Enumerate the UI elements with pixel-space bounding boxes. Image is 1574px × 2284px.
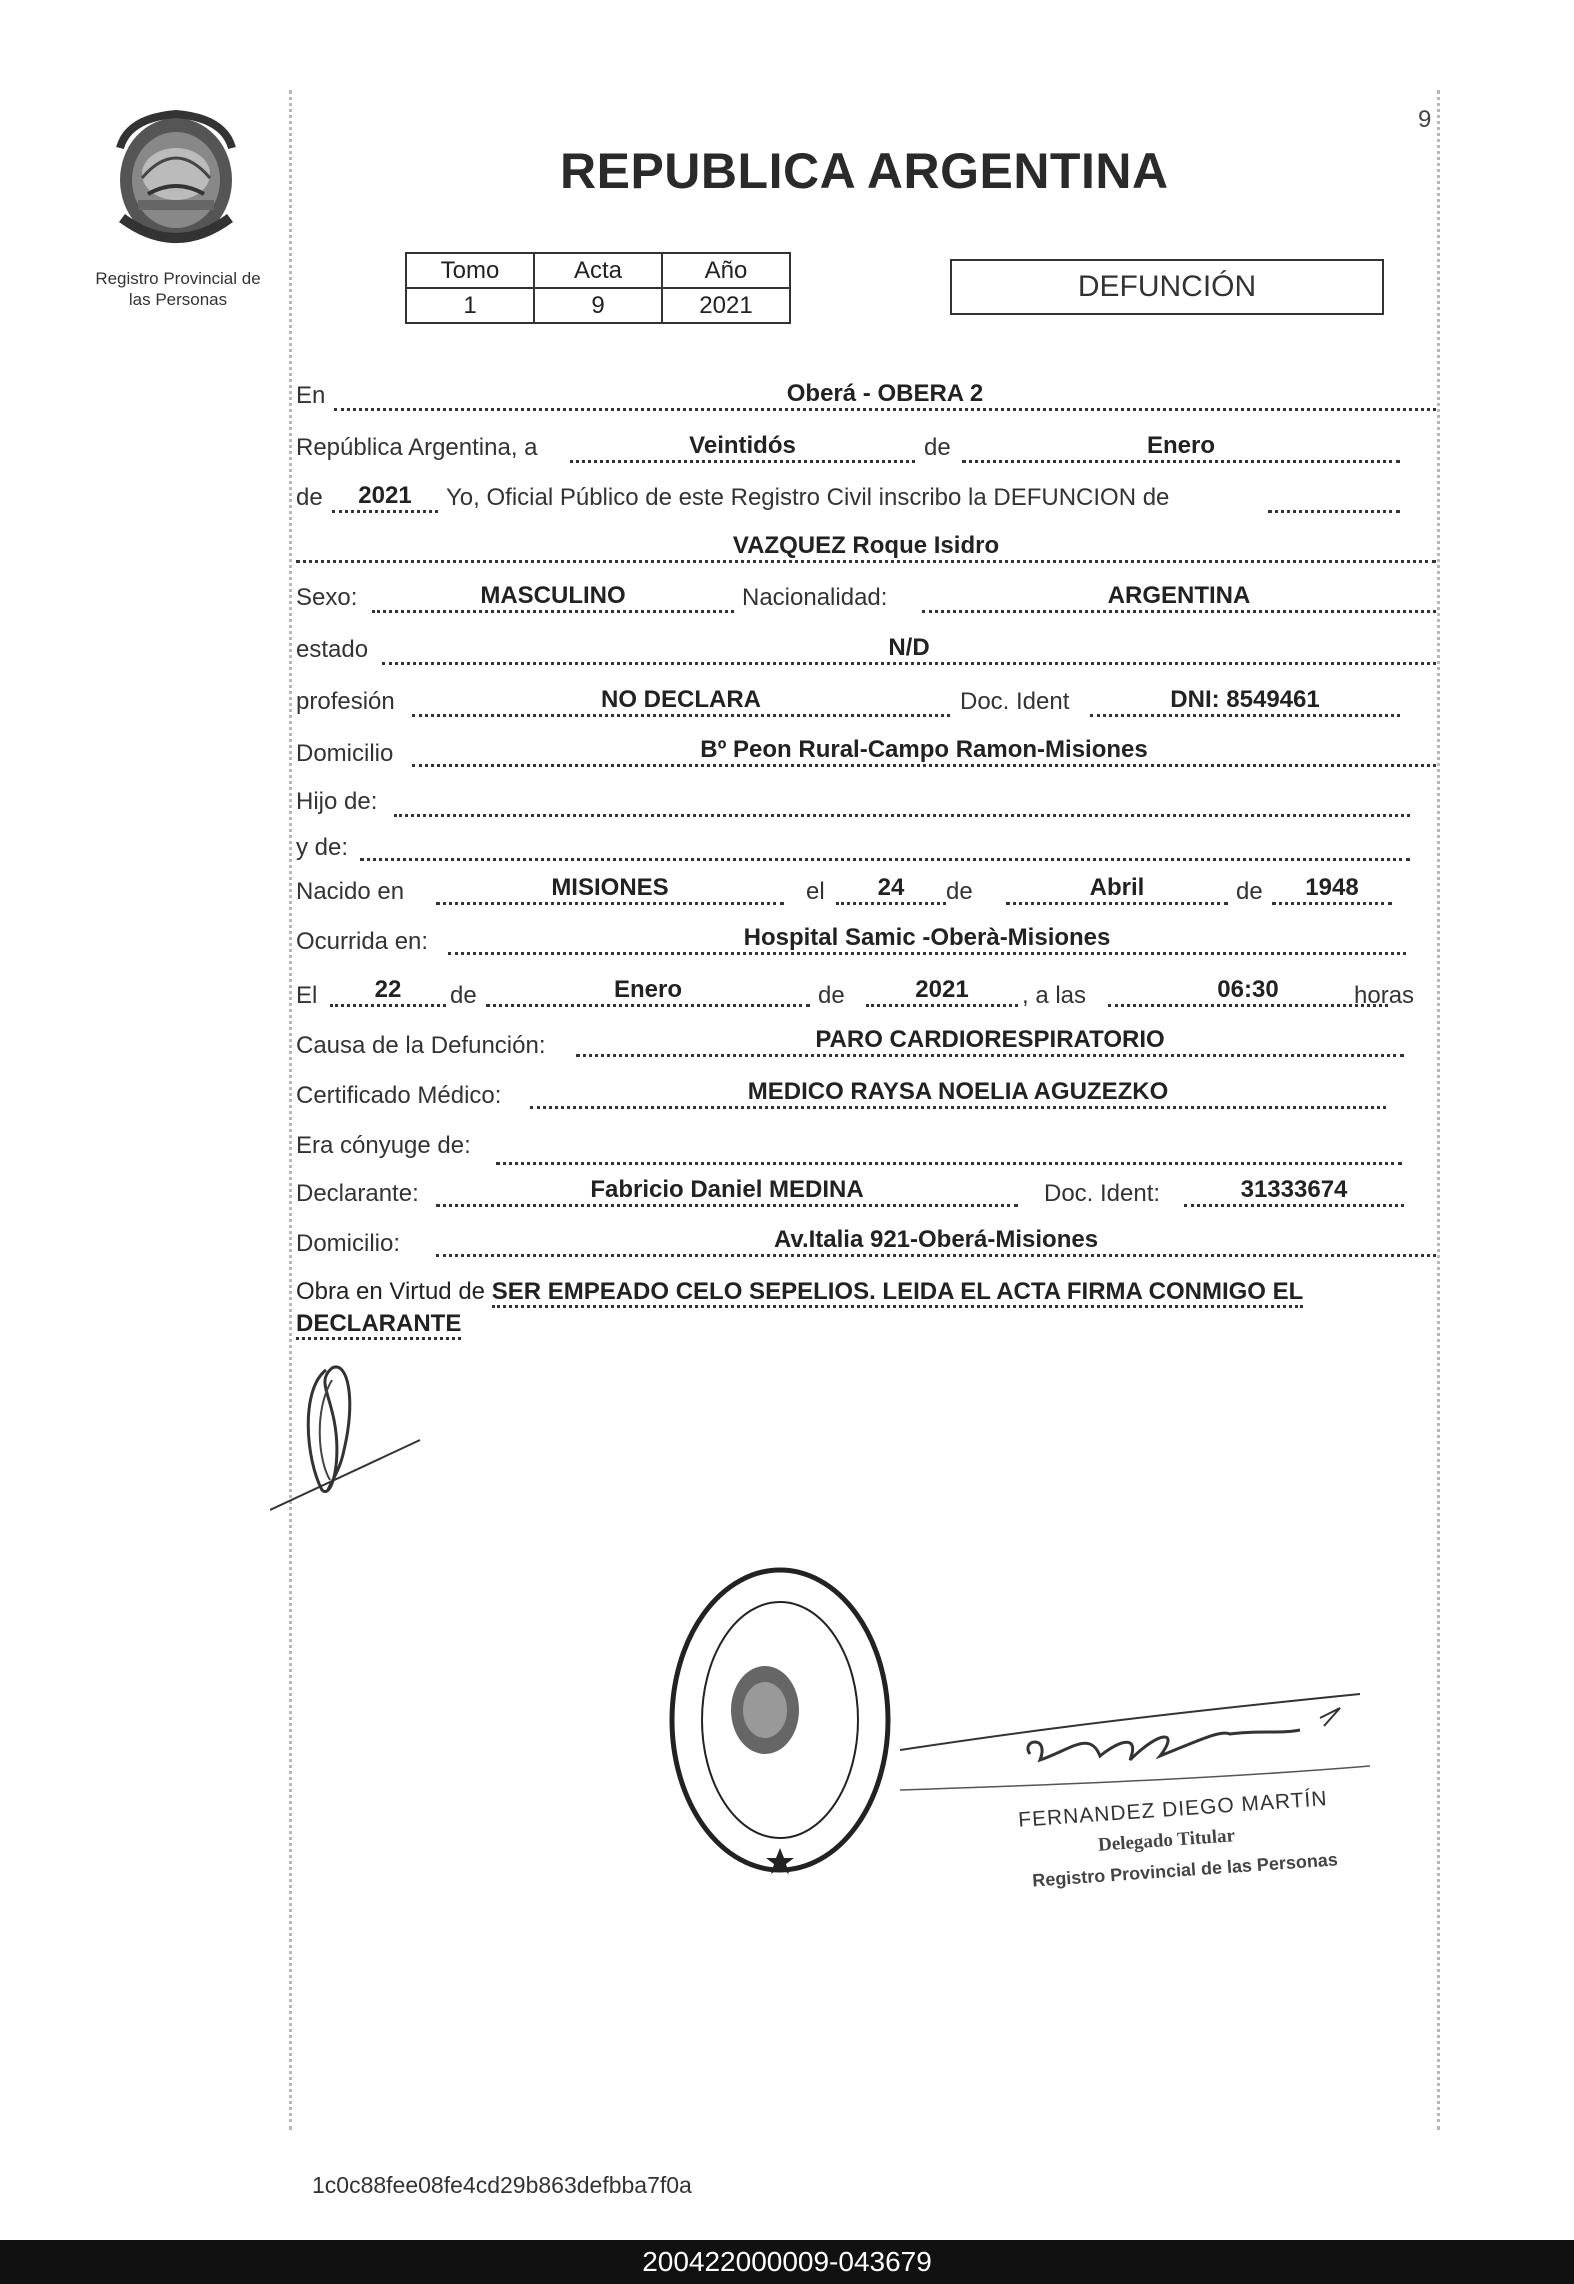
hijo-label: Hijo de: (296, 788, 378, 815)
ref-header-acta: Acta (534, 253, 662, 288)
de-label-4: de (1236, 878, 1263, 905)
registry-caption-line2: las Personas (128, 290, 228, 309)
birth-day-value: 24 (836, 874, 946, 905)
hijo-value (394, 786, 1410, 817)
declarante-label: Declarante: (296, 1180, 419, 1207)
conyuge-value (496, 1134, 1402, 1165)
nacido-value: MISIONES (436, 874, 784, 905)
birth-month-value: Abril (1006, 874, 1228, 905)
right-margin-line (1437, 90, 1440, 2130)
declarante-doc-value: 31333674 (1184, 1176, 1404, 1207)
sexo-value: MASCULINO (372, 582, 734, 613)
yde-value (360, 830, 1410, 861)
doc-ident-value: DNI: 8549461 (1090, 686, 1400, 717)
de-label-3: de (946, 878, 973, 905)
footer-code-bar: 200422000009-043679 (0, 2240, 1574, 2284)
misiones-coat-of-arms-logo (108, 108, 244, 250)
death-time-value: 06:30 (1108, 976, 1388, 1007)
statement-blank (1268, 482, 1400, 513)
nacionalidad-value: ARGENTINA (922, 582, 1436, 613)
registry-delegation-seal (665, 1560, 895, 1880)
page-title: REPUBLICA ARGENTINA (560, 143, 1169, 199)
month-value: Enero (962, 432, 1400, 463)
en-label: En (296, 382, 326, 409)
de-label-6: de (818, 982, 845, 1009)
death-day-value: 22 (330, 976, 446, 1007)
obra-line-1 (296, 1278, 1303, 1306)
causa-value: PARO CARDIORESPIRATORIO (576, 1026, 1404, 1057)
obra-label: Obra en Virtud de (296, 1278, 486, 1305)
statement-text: Yo, Oficial Público de este Registro Civil inscribo la DEFUNCION de (446, 484, 1170, 511)
domicilio-value: Bº Peon Rural-Campo Ramon-Misiones (412, 736, 1436, 767)
conyuge-label: Era cónyuge de: (296, 1132, 471, 1159)
certificado-label: Certificado Médico: (296, 1082, 502, 1109)
left-margin-line (289, 90, 292, 2130)
el2-label: El (296, 982, 318, 1009)
declarant-signature (270, 1340, 430, 1520)
reference-table (405, 252, 791, 324)
page-number: 9 (1418, 106, 1432, 133)
deceased-name-value: VAZQUEZ Roque Isidro (296, 532, 1436, 563)
official-signature (900, 1690, 1380, 1800)
nacionalidad-label: Nacionalidad: (742, 584, 888, 611)
day-words-value: Veintidós (570, 432, 915, 463)
doc-ident-label: Doc. Ident (960, 688, 1070, 715)
declarante-value: Fabricio Daniel MEDINA (436, 1176, 1018, 1207)
de-label-2: de (296, 484, 323, 511)
ocurrida-label: Ocurrida en: (296, 928, 429, 955)
year-value: 2021 (332, 482, 438, 513)
obra-line-2 (296, 1310, 461, 1338)
registry-caption (78, 268, 278, 310)
alas-label: , a las (1022, 982, 1087, 1009)
estado-value: N/D (382, 634, 1436, 665)
declarante-domicilio-value: Av.Italia 921-Oberá-Misiones (436, 1226, 1436, 1257)
certificado-value: MEDICO RAYSA NOELIA AGUZEZKO (530, 1078, 1386, 1109)
de-label-5: de (450, 982, 477, 1009)
ref-value-acta: 9 (534, 288, 662, 323)
registry-caption-line1: Registro Provincial de (95, 269, 261, 288)
birth-year-value: 1948 (1272, 874, 1392, 905)
official-organization: Registro Provincial de las Personas (1031, 1849, 1339, 1891)
declarante-doc-label: Doc. Ident: (1044, 1180, 1161, 1207)
ref-value-tomo: 1 (406, 288, 534, 323)
estado-label: estado (296, 636, 369, 663)
nacido-label: Nacido en (296, 878, 405, 905)
ref-value-ano: 2021 (662, 288, 790, 323)
de-label-1: de (924, 434, 951, 461)
ref-header-ano: Año (662, 253, 790, 288)
causa-label: Causa de la Defunción: (296, 1032, 546, 1059)
profesion-label: profesión (296, 688, 395, 715)
sexo-label: Sexo: (296, 584, 358, 611)
death-month-value: Enero (486, 976, 810, 1007)
official-name: FERNANDEZ DIEGO MARTÍN (1017, 1787, 1329, 1832)
republica-label: República Argentina, a (296, 434, 538, 461)
declarante-domicilio-label: Domicilio: (296, 1230, 401, 1257)
obra-value-2: DECLARANTE (296, 1310, 461, 1340)
el-label: el (806, 878, 825, 905)
obra-value-1: SER EMPEADO CELO SEPELIOS. LEIDA EL ACTA FIRMA CONMIGO EL (492, 1278, 1304, 1308)
document-hash: 1c0c88fee08fe4cd29b863defbba7f0a (312, 2172, 692, 2198)
official-title: Delegado Titular (1097, 1825, 1236, 1856)
domicilio-label: Domicilio (296, 740, 394, 767)
ocurrida-value: Hospital Samic -Oberà-Misiones (448, 924, 1406, 955)
ref-header-tomo: Tomo (406, 253, 534, 288)
yde-label: y de: (296, 834, 349, 861)
profesion-value: NO DECLARA (412, 686, 950, 717)
death-year-value: 2021 (866, 976, 1018, 1007)
horas-label: horas (1354, 982, 1415, 1009)
en-value: Oberá - OBERA 2 (334, 380, 1436, 411)
document-type-box: DEFUNCIÓN (950, 259, 1384, 315)
